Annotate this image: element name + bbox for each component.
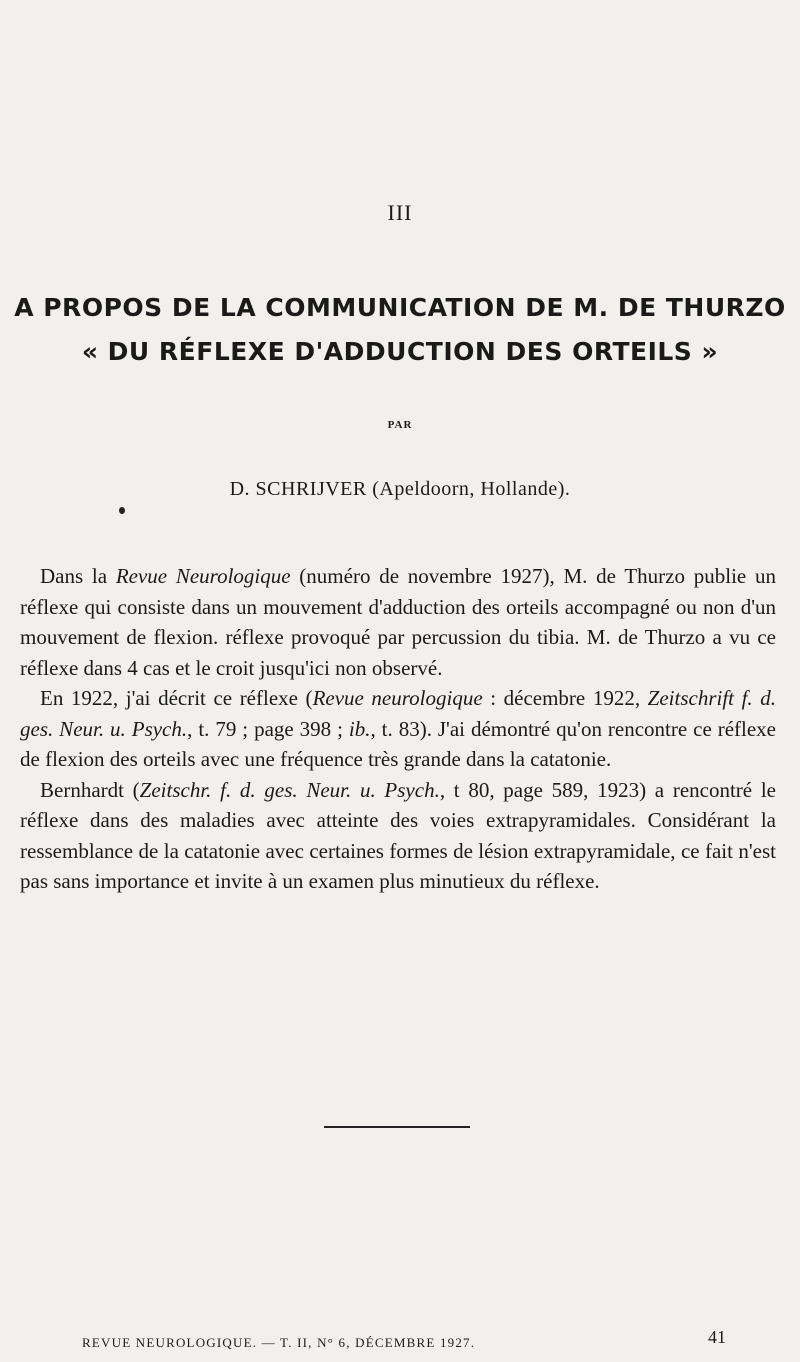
- journal-footer: REVUE NEUROLOGIQUE. — T. II, N° 6, DÉCEMBRE 1927.: [82, 1335, 476, 1350]
- p2-journal-title-2: Zeitschrift f. d. ges. Neur. u. Psych.: [20, 686, 776, 741]
- page-number: 41: [708, 1327, 726, 1347]
- author-line: D. SCHRIJVER (Apeldoorn, Hollande).: [229, 478, 571, 500]
- p2-text-g: , t. 83). J'ai démontré qu'on rencontre ce réflexe de flexion des orteils avec une fréquence très grande dans la catatonie.: [20, 716, 777, 771]
- ink-dot-mark: [119, 507, 125, 514]
- p3-text-a: Bernhardt (: [40, 777, 140, 802]
- p1-journal-title: Revue Neurologique: [115, 564, 291, 588]
- paragraph-2: [20, 683, 776, 775]
- paragraph-1: [20, 561, 776, 683]
- p1-text-c: (numéro de novembre 1927), M. de Thurzo publie un réflexe qui consiste dans un mouvement d'adduction des orteils accompagné ou non d'un mouvement de flexion. réflexe provoqué par percussion du tibia. M. de Thurzo a vu ce réflexe dans 4 cas et le croit jusqu'ici non observé.: [20, 564, 776, 680]
- article-title-line-1: A PROPOS DE LA COMMUNICATION DE M. DE THURZO: [14, 293, 786, 322]
- p2-text-a: En 1922, j'ai décrit ce réflexe (: [40, 686, 313, 710]
- p2-text-e: , t. 79 ; page 398 ;: [187, 716, 349, 741]
- p2-text-c: : décembre 1922,: [482, 686, 648, 710]
- p2-journal-title: Revue neurologique: [312, 686, 483, 710]
- section-number: III: [387, 200, 413, 225]
- article-body: [20, 561, 776, 897]
- p1-text-a: Dans la: [40, 564, 116, 588]
- p3-journal-title: Zeitschr. f. d. ges. Neur. u. Psych.: [139, 777, 440, 802]
- end-rule-divider: [324, 1126, 470, 1128]
- byline-label: PAR: [387, 419, 413, 431]
- p3-text-c: , t 80, page 589, 1923) a rencontré le réflexe dans des maladies avec atteinte des voies extrapyramidales. Considérant la ressemblance de la catatonie avec certaines formes de lésion extrapyramidale, ce fait n'est pas sans importance et invite à un examen plus minutieux du réflexe.: [20, 777, 776, 893]
- article-title-line-2: « DU RÉFLEXE D'ADDUCTION DES ORTEILS »: [81, 337, 719, 366]
- p2-ibid: ib.: [348, 716, 371, 741]
- paragraph-3: [20, 775, 776, 897]
